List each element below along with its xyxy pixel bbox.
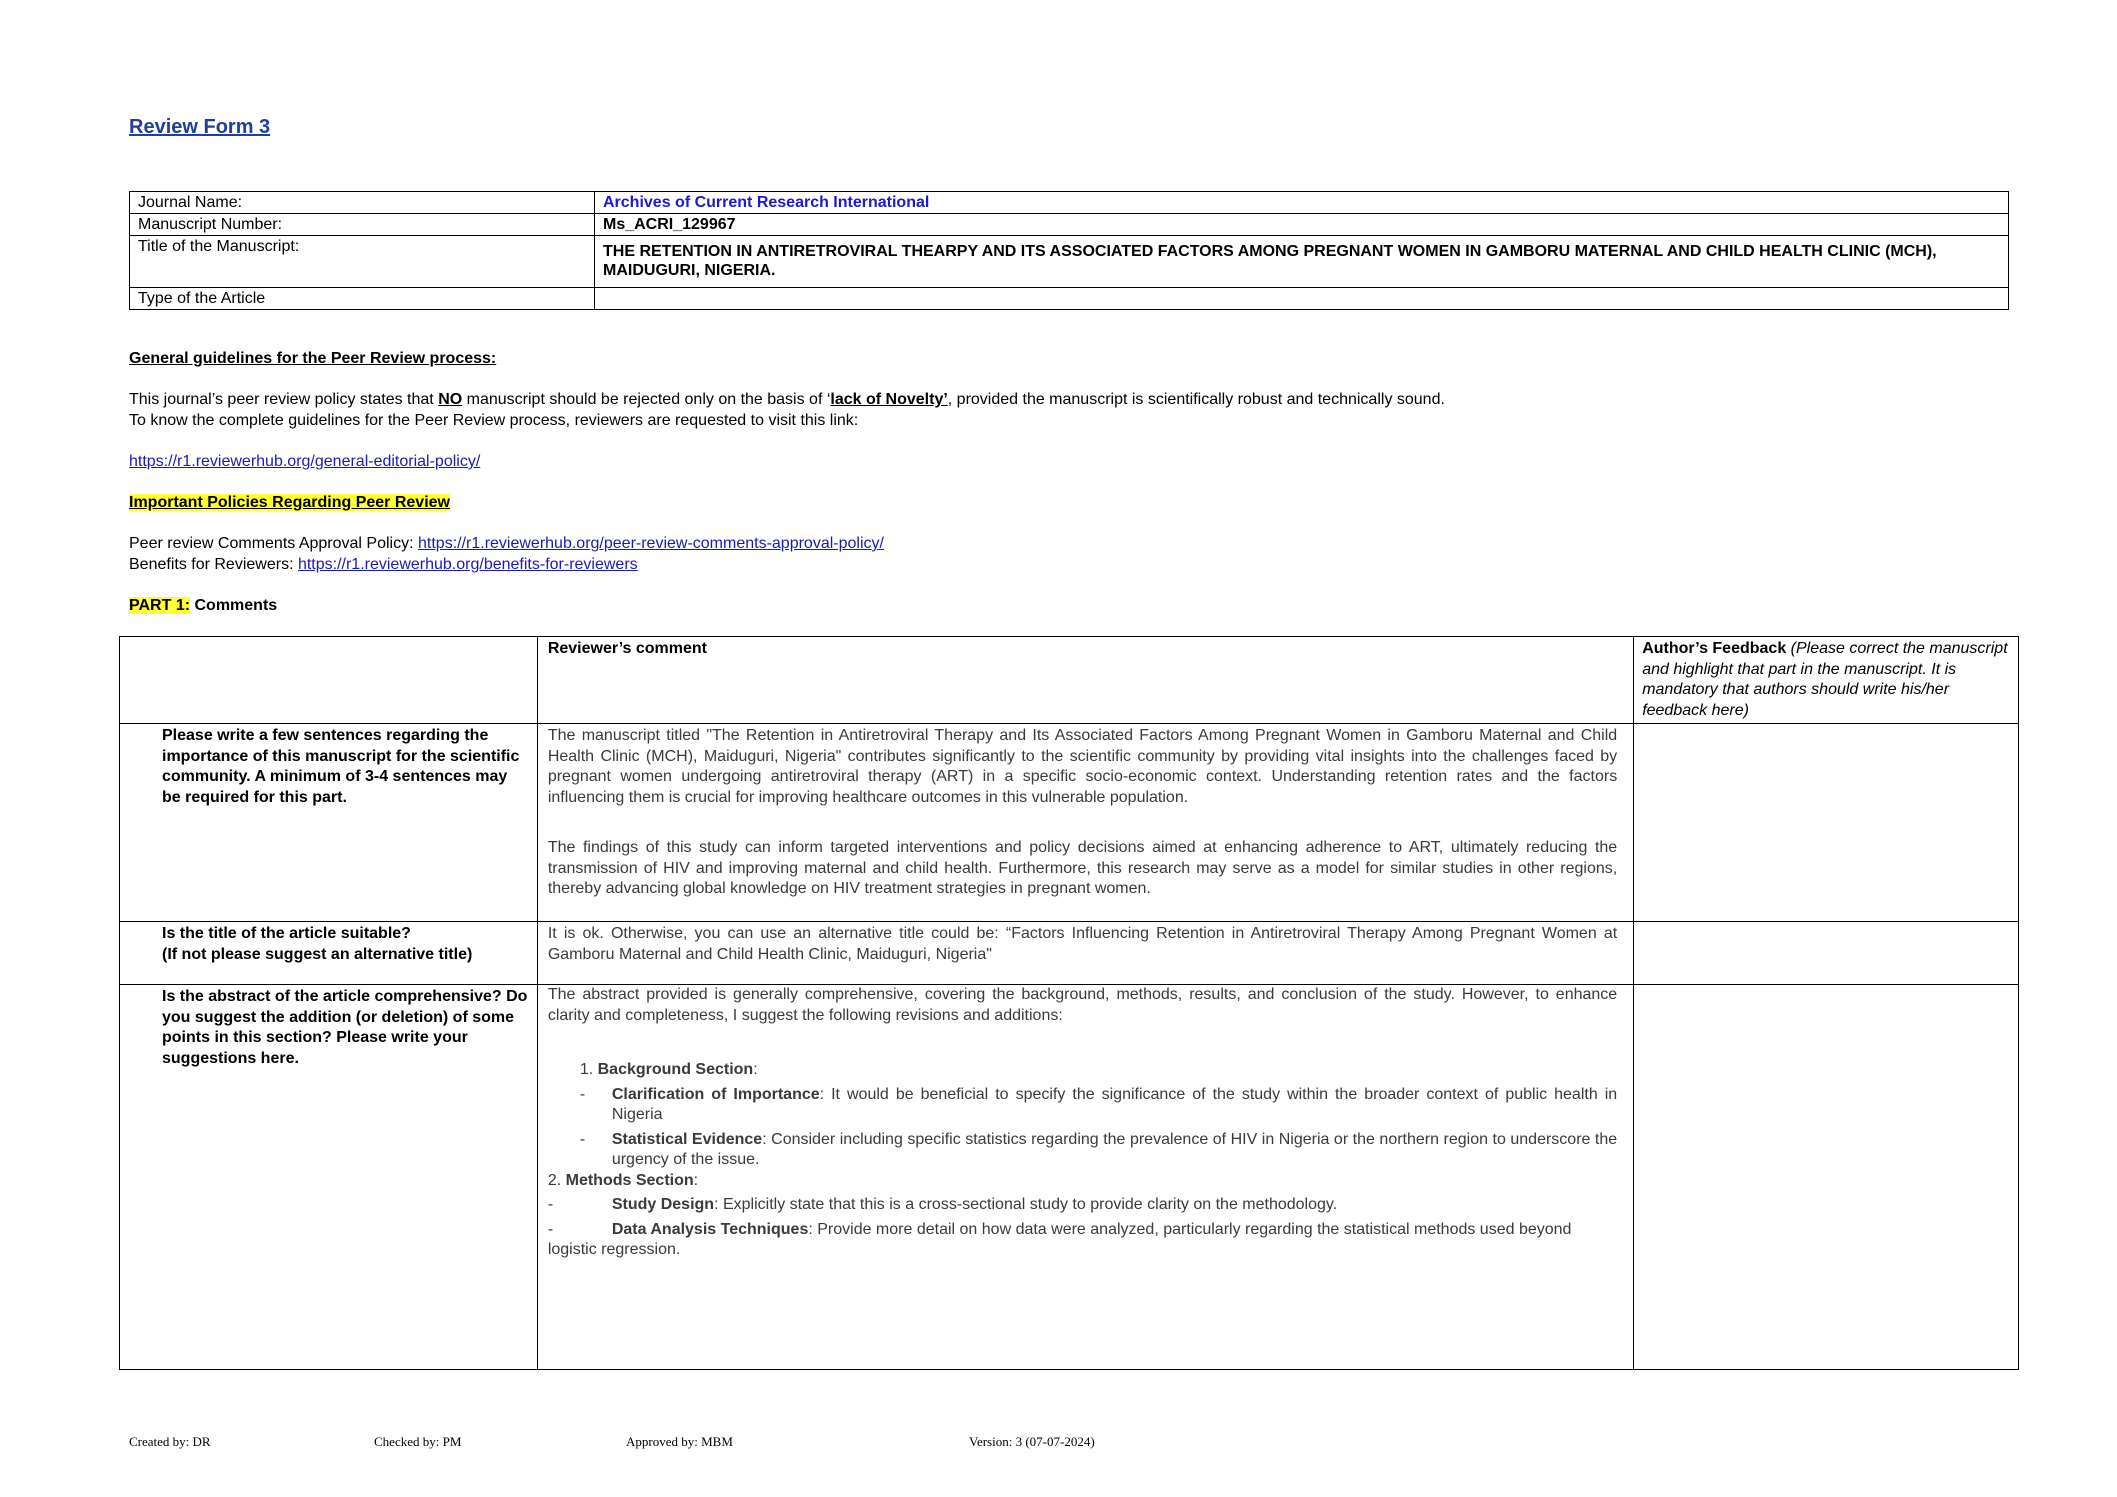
question-importance: Please write a few sentences regarding the importance of this manuscript for the scientific community. A minimum of 3-4 sentences may be required for this part. bbox=[120, 724, 538, 922]
table-row bbox=[120, 985, 2019, 1370]
manuscript-title-value: THE RETENTION IN ANTIRETROVIRAL THEARPY AND ITS ASSOCIATED FACTORS AMONG PREGNANT WOMEN IN GAMBORU MATERNAL AND CHILD HEALTH CLINIC (MCH), MAIDUGURI, NIGERIA. bbox=[595, 236, 2009, 288]
author-feedback-cell[interactable] bbox=[1634, 724, 2019, 922]
item-text: : It would be beneficial to specify the significance of the study within the broader context of public health in Nigeria bbox=[611, 1085, 1618, 1123]
comments-table bbox=[119, 636, 2019, 1370]
form-title: Review Form 3 bbox=[129, 116, 271, 138]
policy-text: manuscript should be rejected only on the basis of ‘ bbox=[462, 391, 831, 408]
guidelines-visit-line: To know the complete guidelines for the Peer Review process, reviewers are requested to visit this link: bbox=[129, 412, 859, 429]
methods-section-heading bbox=[548, 1171, 1617, 1192]
author-feedback-cell[interactable] bbox=[1634, 922, 2019, 985]
approval-policy-label: Peer review Comments Approval Policy: bbox=[129, 535, 418, 552]
table-header-row bbox=[120, 637, 2019, 724]
comment-abstract bbox=[537, 985, 1633, 1370]
section-colon: : bbox=[753, 1061, 758, 1078]
author-feedback-header bbox=[1634, 637, 2019, 724]
table-row bbox=[120, 922, 2019, 985]
dash-marker: - bbox=[547, 1220, 554, 1238]
journal-name-value: Archives of Current Research International bbox=[595, 192, 2009, 214]
guidelines-policy-line bbox=[129, 389, 1445, 410]
section-colon: : bbox=[693, 1171, 699, 1189]
item-title: Study Design bbox=[611, 1196, 715, 1213]
list-item bbox=[548, 1195, 1617, 1216]
item-title: Statistical Evidence bbox=[611, 1130, 763, 1148]
part1-label: PART 1: bbox=[129, 597, 191, 614]
list-item bbox=[548, 1085, 1617, 1126]
footer-created-by: Created by: DR bbox=[129, 1434, 211, 1449]
dash-marker: - bbox=[547, 1196, 554, 1213]
part1-title: Comments bbox=[190, 597, 278, 614]
list-item bbox=[548, 1220, 1617, 1261]
dash-marker: - bbox=[579, 1085, 586, 1103]
author-feedback-header-note: (Please correct the manuscript and highlight that part in the manuscript. It is mandatory that authors should write his/her feedback here) bbox=[1642, 640, 2008, 719]
article-type-label: Type of the Article bbox=[130, 288, 595, 310]
table-row bbox=[130, 236, 2009, 288]
section-number: 1. bbox=[579, 1061, 598, 1078]
author-feedback-header-title: Author’s Feedback bbox=[1642, 640, 1787, 657]
article-type-value bbox=[595, 288, 2009, 310]
item-text: : Provide more detail on how data were analyzed, particularly regarding the statistical methods used beyond logistic regression. bbox=[547, 1220, 1572, 1258]
item-title: Data Analysis Techniques bbox=[611, 1220, 809, 1238]
table-row bbox=[130, 214, 2009, 236]
question-title bbox=[120, 922, 538, 985]
benefits-label: Benefits for Reviewers: bbox=[129, 556, 298, 573]
policies-links bbox=[129, 533, 884, 575]
background-section-heading bbox=[548, 1060, 1617, 1081]
policy-text: This journal’s peer review policy states that bbox=[129, 391, 439, 408]
guidelines-heading: General guidelines for the Peer Review process: bbox=[129, 350, 497, 367]
table-row bbox=[130, 288, 2009, 310]
item-text: : Consider including specific statistics regarding the prevalence of HIV in Nigeria or the northern region to underscore the urgency of the issue. bbox=[611, 1130, 1618, 1168]
item-text: : Explicitly state that this is a cross-sectional study to provide clarity on the methodology. bbox=[714, 1196, 1338, 1213]
question-title-line: Is the title of the article suitable? bbox=[162, 925, 411, 942]
footer-version: Version: 3 (07-07-2024) bbox=[969, 1434, 1095, 1449]
item-title: Clarification of Importance bbox=[611, 1085, 820, 1103]
manuscript-title-label: Title of the Manuscript: bbox=[130, 236, 595, 288]
part1-heading bbox=[129, 595, 277, 616]
manuscript-number-label: Manuscript Number: bbox=[130, 214, 595, 236]
manuscript-number-value: Ms_ACRI_129967 bbox=[595, 214, 2009, 236]
abstract-intro: The abstract provided is generally comprehensive, covering the background, methods, results, and conclusion of the study. However, to enhance clarity and completeness, I suggest the following revisions and additions: bbox=[547, 986, 1618, 1024]
benefits-link[interactable]: https://r1.reviewerhub.org/benefits-for-reviewers bbox=[297, 556, 638, 573]
journal-name-label: Journal Name: bbox=[130, 192, 595, 214]
question-abstract: Is the abstract of the article comprehensive? Do you suggest the addition (or deletion) of some points in this section? Please write your suggestions here. bbox=[120, 985, 538, 1370]
policy-novelty-emphasis: lack of Novelty’ bbox=[830, 391, 948, 408]
section-title: Methods Section bbox=[565, 1171, 694, 1189]
header-empty-cell bbox=[120, 637, 538, 724]
table-row bbox=[130, 192, 2009, 214]
guidelines-text bbox=[129, 389, 1445, 431]
editorial-policy-link[interactable]: https://r1.reviewerhub.org/general-editorial-policy/ bbox=[129, 453, 481, 470]
comment-importance bbox=[537, 724, 1633, 922]
table-row bbox=[120, 724, 2019, 922]
comment-title: It is ok. Otherwise, you can use an alternative title could be: “Factors Influencing Retention in Antiretroviral Therapy Among Pregnant Women at Gamboru Maternal and Child Health Clinic, Maiduguri, Nigeria" bbox=[537, 922, 1633, 985]
comment-paragraph: The manuscript titled "The Retention in Antiretroviral Therapy and Its Associated Factors Among Pregnant Women in Gamboru Maternal and Child Health Clinic (MCH), Maiduguri, Nigeria" contributes significantly to the scientific community by providing vital insights into the challenges faced by pregnant women undergoing antiretroviral therapy (ART) in a specific socio-economic context. Understanding retention rates and the factors influencing them is crucial for improving healthcare outcomes in this vulnerable population. bbox=[547, 727, 1618, 806]
manuscript-info-table bbox=[129, 191, 2009, 310]
section-title: Background Section bbox=[597, 1061, 754, 1078]
reviewer-comment-header: Reviewer’s comment bbox=[537, 637, 1633, 724]
footer-checked-by: Checked by: PM bbox=[374, 1434, 462, 1449]
dash-marker: - bbox=[579, 1130, 586, 1148]
question-title-line: (If not please suggest an alternative title) bbox=[162, 945, 473, 963]
policy-no-emphasis: NO bbox=[438, 391, 463, 408]
comment-paragraph: The findings of this study can inform targeted interventions and policy decisions aimed at enhancing adherence to ART, ultimately reducing the transmission of HIV and improving maternal and child health. Furthermore, this research may serve as a model for similar studies in other regions, thereby advancing global knowledge on HIV treatment strategies in pregnant women. bbox=[547, 839, 1618, 897]
approval-policy-link[interactable]: https://r1.reviewerhub.org/peer-review-comments-approval-policy/ bbox=[418, 535, 884, 552]
policy-text: , provided the manuscript is scientifically robust and technically sound. bbox=[947, 391, 1445, 408]
list-item bbox=[548, 1130, 1617, 1171]
author-feedback-cell[interactable] bbox=[1634, 985, 2019, 1370]
footer-approved-by: Approved by: MBM bbox=[626, 1434, 733, 1449]
section-number: 2. bbox=[547, 1171, 566, 1189]
important-policies-heading: Important Policies Regarding Peer Review bbox=[129, 494, 450, 511]
